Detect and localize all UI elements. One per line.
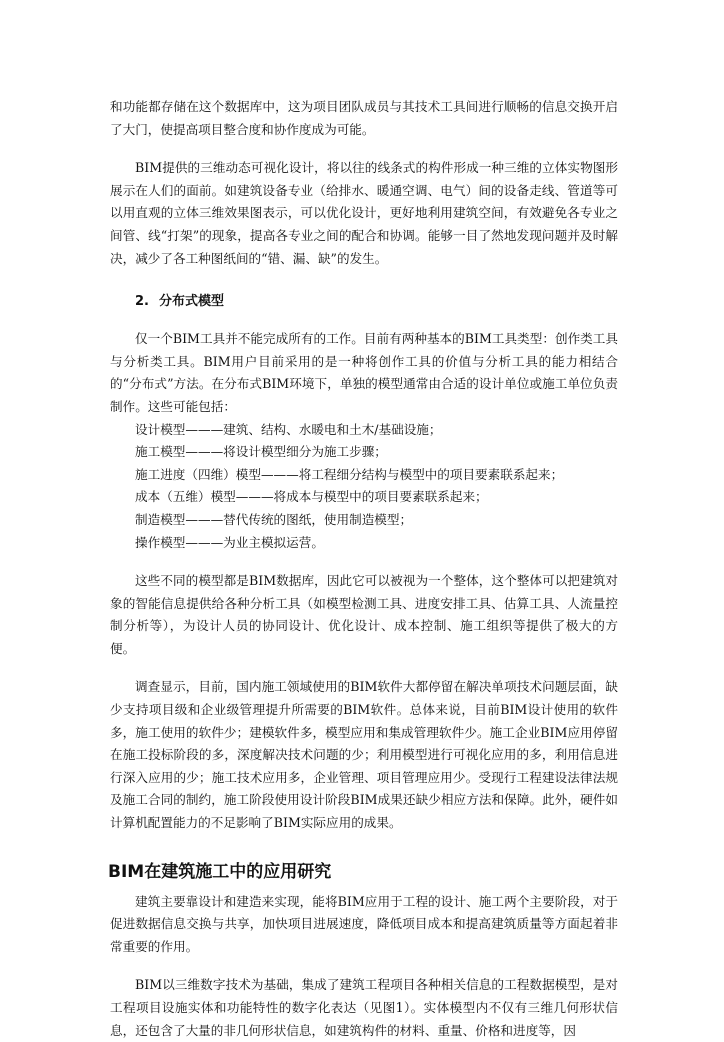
section-heading: BIM在建筑施工中的应用研究 — [108, 861, 332, 882]
list-item: 施工模型———将设计模型细分为施工步骤； — [135, 444, 387, 460]
subheading-number: 2. — [135, 294, 149, 310]
subheading-title: 分布式模型 — [158, 294, 224, 310]
paragraph-construction: 建筑主要靠设计和建造来实现，能将BIM应用于工程的设计、施工两个主要阶段，对于促进数据信息交换与共享，加快项目进展速度，降低项目成本和提高建筑质量等方面起着非常重要的作用。 — [110, 893, 618, 954]
subheading-distributed-model — [135, 291, 618, 313]
paragraph-bim-basis: BIM以三维数字技术为基础，集成了建筑工程项目各种相关信息的工程数据模型，是对工程项目设施实体和功能特性的数字化表达（见图1）。实体模型内不仅有三维几何形状信息，还包含了大量的非几何形状信息，如建筑构件的材料、重量、价格和进度等，因 — [110, 977, 618, 1038]
list-item: 设计模型———建筑、结构、水暖电和土木/基础设施； — [135, 421, 442, 437]
list-item: 成本（五维）模型———将成本与模型中的项目要素联系起来； — [135, 489, 488, 505]
document-page — [110, 96, 618, 1042]
list-item: 操作模型———为业主模拟运营。 — [135, 534, 324, 550]
model-list — [110, 419, 618, 555]
paragraph-intro-continued: 和功能都存储在这个数据库中，这为项目团队成员与其技术工具间进行顺畅的信息交换开启了大门，使提高项目整合度和协作度成为可能。 — [110, 99, 618, 137]
paragraph-visualization: BIM提供的三维动态可视化设计，将以往的线条式的构件形成一种三维的立体实物图形展示在人们的面前。如建筑设备专业（给排水、暖通空调、电气）间的设备走线、管道等可以用直观的立体三维效果图表示，可以优化设计，更好地利用建筑空间，有效避免各专业之间管、线“打架”的现象，提高各专业之间的配合和协调。能够一目了然地发现问题并及时解决，减少了各工种图纸间的“错、漏、缺”的发生。 — [110, 160, 618, 266]
list-item: 施工进度（四维）模型———将工程细分结构与模型中的项目要素联系起来； — [135, 466, 564, 482]
paragraph-distributed: 仅一个BIM工具并不能完成所有的工作。目前有两种基本的BIM工具类型：创作类工具与分析类工具。BIM用户目前采用的是一种将创作工具的价值与分析工具的能力相结合的“分布式”方法。在分布式BIM环境下，单独的模型通常由合适的设计单位或施工单位负责制作。这些可能包括： — [110, 331, 618, 414]
list-item: 制造模型———替代传统的图纸，使用制造模型； — [135, 511, 413, 527]
paragraph-whole-model: 这些不同的模型都是BIM数据库，因此它可以被视为一个整体，这个整体可以把建筑对象的智能信息提供给各种分析工具（如模型检测工具、进度安排工具、估算工具、人流量控制分析等），为设计人员的协同设计、优化设计、成本控制、施工组织等提供了极大的方便。 — [110, 573, 618, 656]
paragraph-survey: 调查显示，目前，国内施工领域使用的BIM软件大都停留在解决单项技术问题层面，缺少支持项目级和企业级管理提升所需要的BIM软件。总体来说，目前BIM设计使用的软件多，施工使用的软件少；建模软件多，模型应用和集成管理软件少。施工企业BIM应用停留在施工投标阶段的多，深度解决技术问题的少；利用模型进行可视化应用的多，利用信息进行深入应用的少；施工技术应用多，企业管理、项目管理应用少。受现行工程建设法律法规及施工合同的制约，施工阶段使用设计阶段BIM成果还缺少相应方法和保障。此外，硬件如计算机配置能力的不足影响了BIM实际应用的成果。 — [110, 679, 618, 831]
